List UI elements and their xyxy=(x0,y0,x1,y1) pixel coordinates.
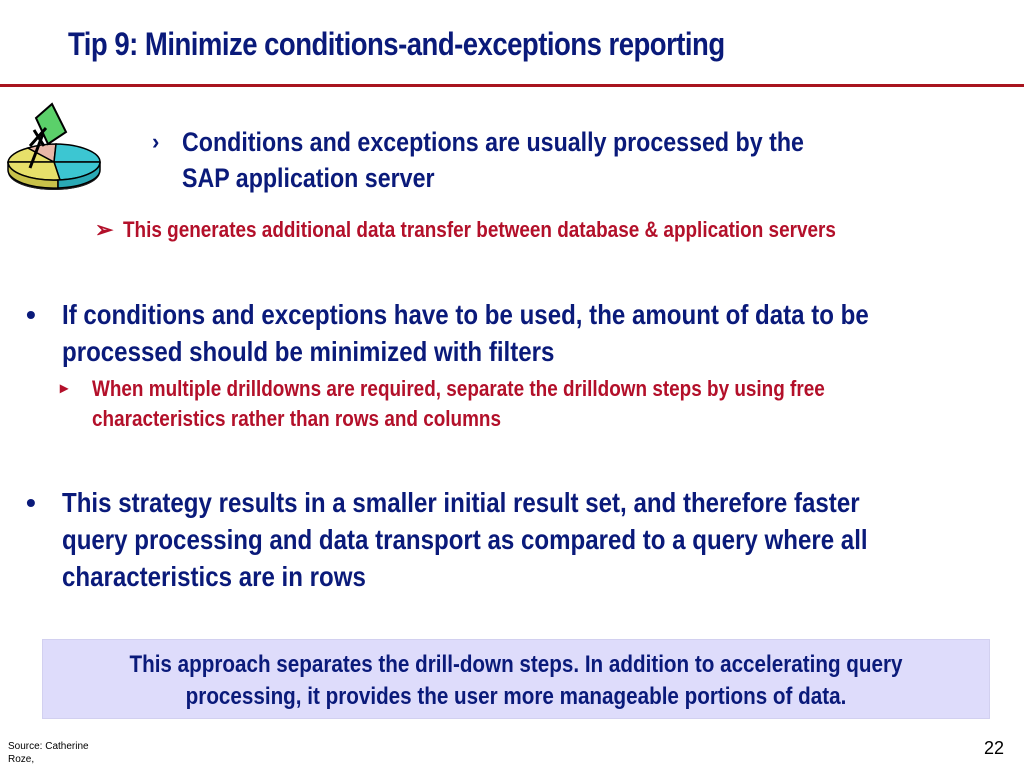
callout-line: processing, it provides the user more manageable portions of data. xyxy=(185,683,847,710)
pie-chart-with-flag-icon xyxy=(0,100,104,200)
slide-title: Tip 9: Minimize conditions-and-exceptions reporting xyxy=(68,26,725,62)
subpoint-line: When multiple drilldowns are required, separate the drilldown steps by using free xyxy=(92,376,825,401)
chevron-right-icon: › xyxy=(152,129,160,154)
bullet-1-text xyxy=(62,296,1008,370)
bullet-line: characteristics are in rows xyxy=(62,561,366,592)
chevron-right-icon: ▸ xyxy=(60,380,69,397)
bullet-line: If conditions and exceptions have to be used, the amount of data to be xyxy=(62,299,869,330)
source-note: Source: Catherine Roze, xyxy=(8,741,89,765)
bullet-1-subpoint-text xyxy=(92,374,1004,434)
bullet-line: query processing and data transport as compared to a query where all xyxy=(62,524,868,555)
arrowhead-right-icon: ➢ xyxy=(95,217,114,242)
dot-bullet-icon: • xyxy=(26,299,36,330)
title-divider xyxy=(0,84,1024,87)
page-number: 22 xyxy=(983,738,1004,758)
callout-line: This approach separates the drill-down steps. In addition to accelerating query xyxy=(129,651,903,678)
bullet-2-text xyxy=(62,484,1008,595)
dot-bullet-icon: • xyxy=(26,487,36,518)
bullet-line: This strategy results in a smaller initial result set, and therefore faster xyxy=(62,487,860,518)
top-subpoint-text: This generates additional data transfer between database & application servers xyxy=(123,217,836,242)
summary-callout xyxy=(43,640,989,718)
subpoint-line: characteristics rather than rows and columns xyxy=(92,406,502,431)
top-point-line: Conditions and exceptions are usually processed by the xyxy=(182,127,804,157)
top-point-line: SAP application server xyxy=(182,163,435,193)
top-point-text xyxy=(182,124,956,196)
summary-callout-text xyxy=(43,649,989,713)
bullet-line: processed should be minimized with filters xyxy=(62,336,555,367)
